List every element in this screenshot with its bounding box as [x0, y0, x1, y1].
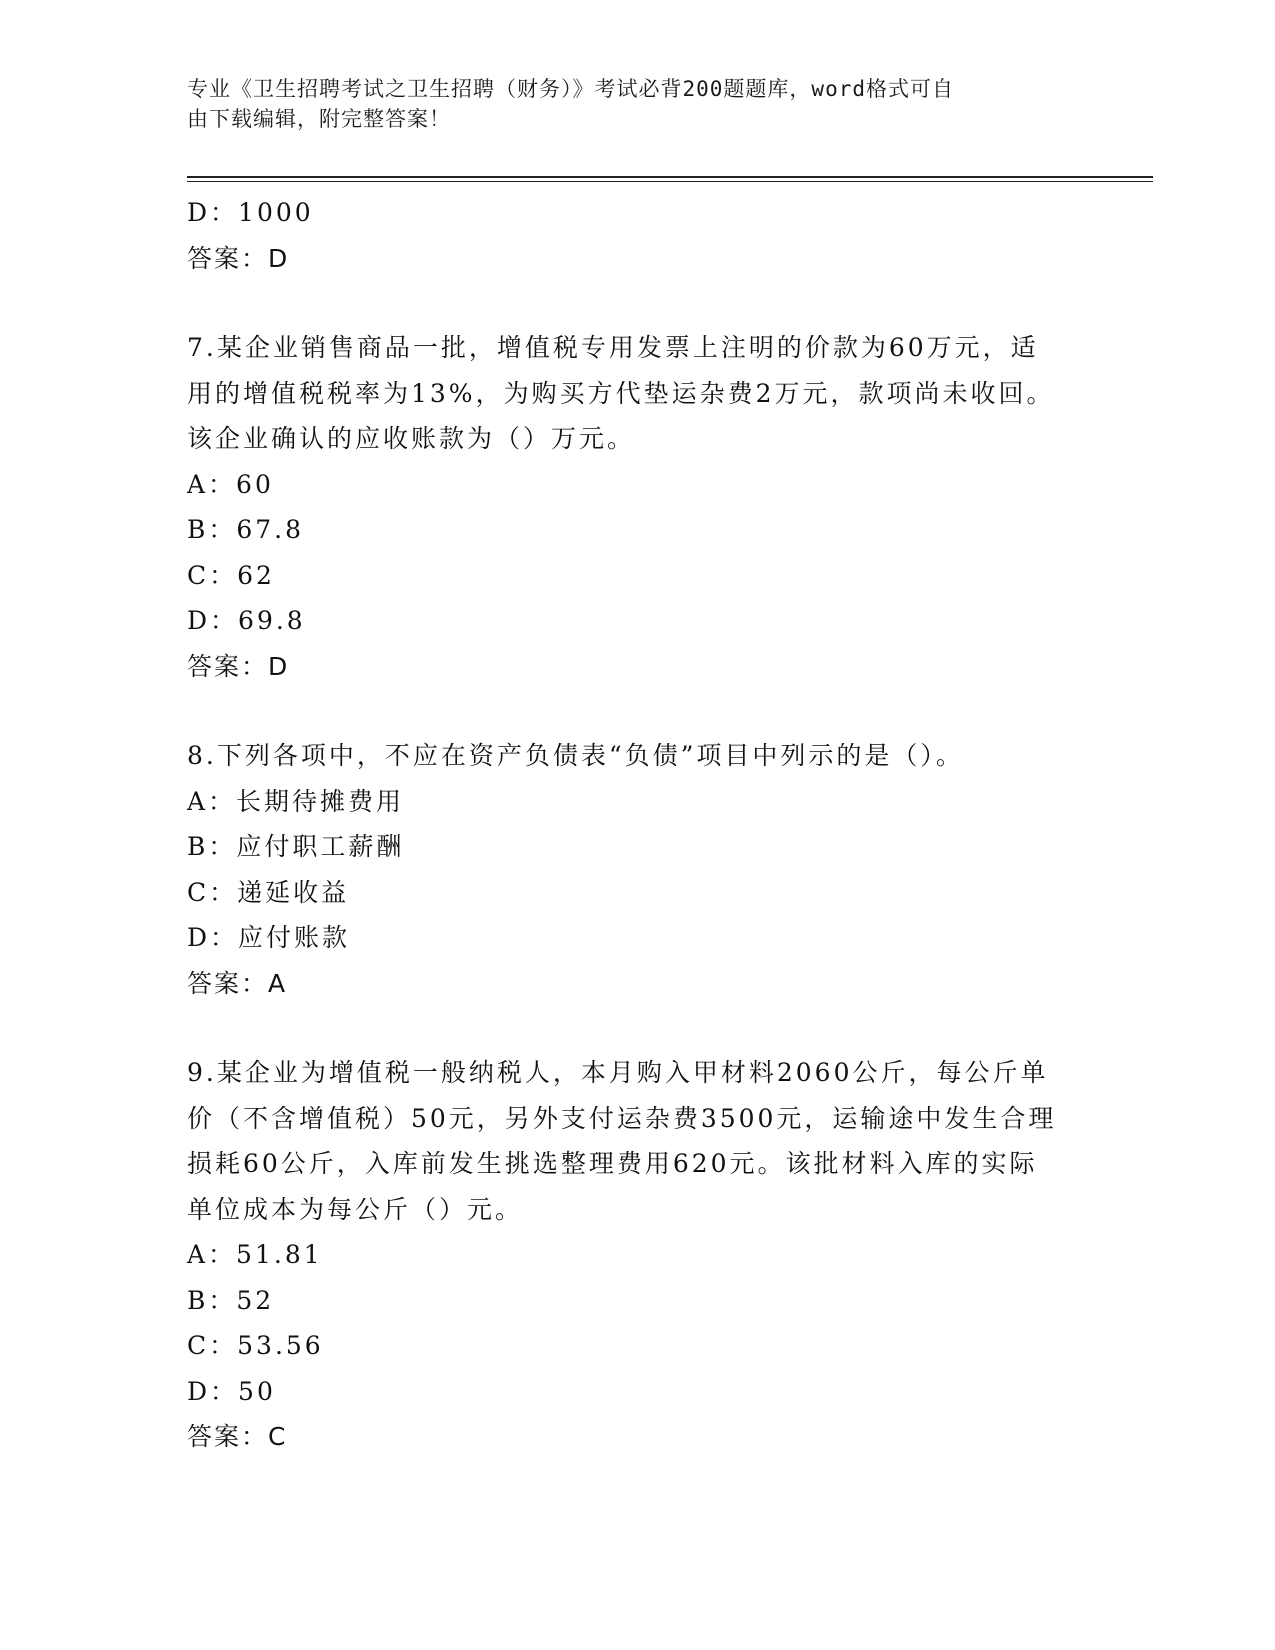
spacer [187, 689, 1087, 733]
question-stem-line: 8.下列各项中，不应在资产负债表“负债”项目中列示的是（）。 [187, 741, 964, 770]
option-b: B：应付职工薪酬 [187, 832, 405, 861]
header-rule-thick [187, 176, 1153, 178]
question-stem-line: 价（不含增值税）50元，另外支付运杂费3500元，运输途中发生合理 [187, 1103, 1057, 1133]
question-stem-line: 用的增值税税率为13%，为购买方代垫运杂费2万元，款项尚未收回。 [187, 378, 1055, 408]
option-d: D：50 [187, 1376, 276, 1406]
question-stem-line: 损耗60公斤，入库前发生挑选整理费用620元。该批材料入库的实际 [187, 1149, 1038, 1178]
question-stem-line: 9.某企业为增值税一般纳税人，本月购入甲材料2060公斤，每公斤单 [187, 1058, 1049, 1087]
question-8 [187, 733, 1087, 1006]
header-line-2: 由下载编辑，附完整答案！ [187, 107, 451, 131]
question-list [187, 190, 1087, 1460]
option-c: C：62 [187, 560, 275, 590]
answer-line: 答案：A [187, 968, 288, 998]
header-line-1: 专业《卫生招聘考试之卫生招聘（财务）》考试必背200题题库，word格式可自 [187, 77, 954, 101]
option-a: A：60 [187, 469, 274, 499]
answer-line: 答案：C [187, 1422, 288, 1451]
question-stem-line: 该企业确认的应收账款为（）万元。 [187, 424, 636, 453]
option-d: D：1000 [187, 198, 314, 227]
question-9 [187, 1050, 1087, 1460]
spacer [187, 281, 1087, 325]
option-b: B：52 [187, 1285, 275, 1315]
option-a: A：长期待摊费用 [187, 786, 405, 816]
answer-line: 答案：D [187, 651, 290, 681]
question-stem-line: 单位成本为每公斤（）元。 [187, 1194, 524, 1224]
option-c: C：53.56 [187, 1331, 324, 1360]
option-d: D：69.8 [187, 606, 306, 635]
header-rule-thin [187, 181, 1153, 182]
carryover-block [187, 190, 1087, 281]
question-stem-line: 7.某企业销售商品一批，增值税专用发票上注明的价款为60万元，适 [187, 333, 1039, 362]
question-7 [187, 325, 1087, 689]
option-a: A：51.81 [187, 1240, 323, 1269]
document-header [187, 74, 1067, 134]
spacer [187, 1006, 1087, 1050]
option-b: B：67.8 [187, 515, 305, 544]
option-c: C：递延收益 [187, 877, 350, 907]
answer-line: 答案：D [187, 243, 290, 273]
option-d: D：应付账款 [187, 923, 351, 952]
